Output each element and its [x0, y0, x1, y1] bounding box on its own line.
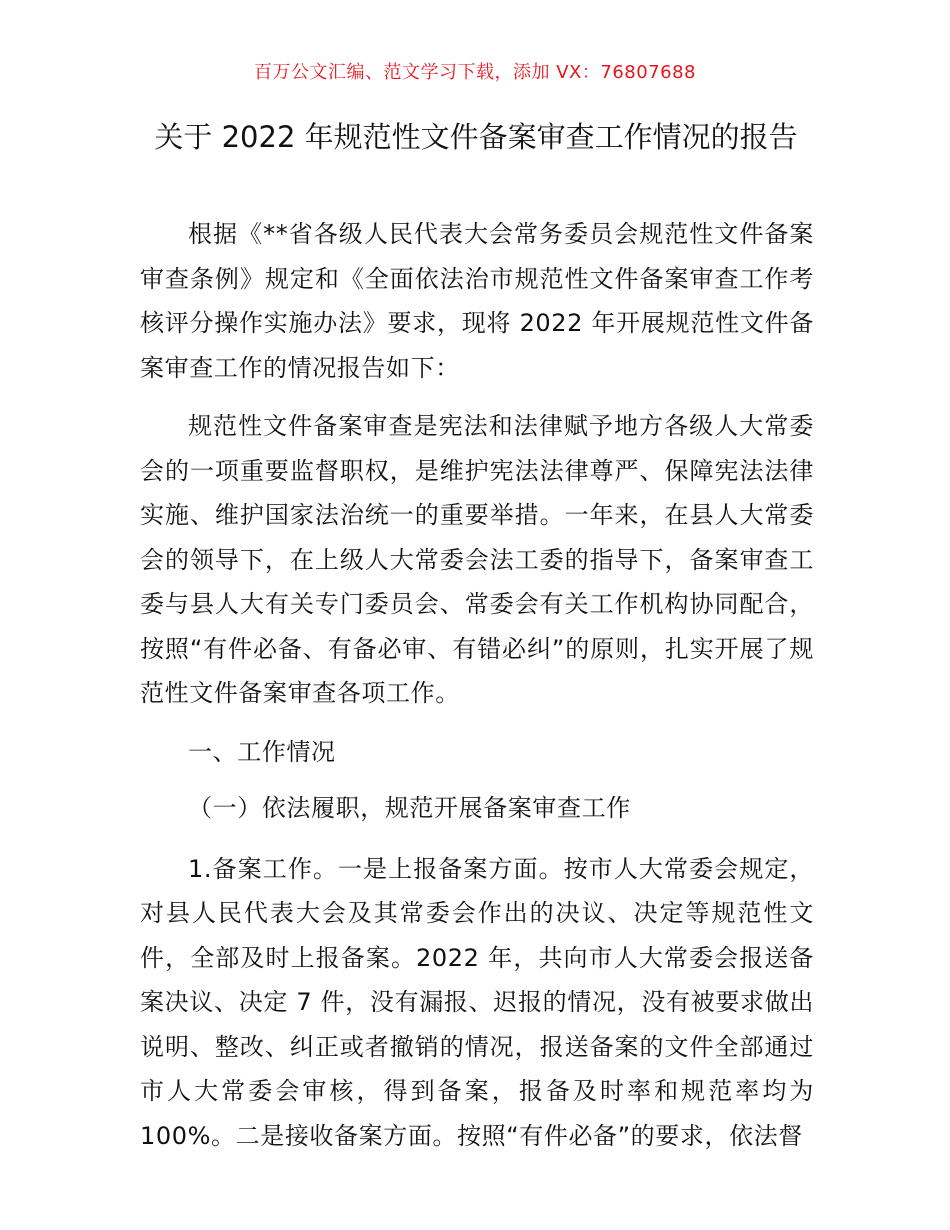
document-body	[140, 212, 814, 1158]
paragraph-background: 规范性文件备案审查是宪法和法律赋予地方各级人大常委会的一项重要监督职权，是维护宪法法律尊严、保障宪法法律实施、维护国家法治统一的重要举措。一年来，在县人大常委会的领导下，在上级人大常委会法工委的指导下，备案审查工委与县人大有关专门委员会、常委会有关工作机构协同配合，按照“有件必备、有备必审、有错必纠”的原则，扎实开展了规范性文件备案审查各项工作。	[140, 412, 814, 707]
paragraph-filing-work: 1.备案工作。一是上报备案方面。按市人大常委会规定，对县人民代表大会及其常委会作出的决议、决定等规范性文件，全部及时上报备案。2022 年，共向市人大常委会报送备案决议、决定 7 件，没有漏报、迟报的情况，没有被要求做出说明、整改、纠正或者撤销的情况，报送备案的文件全部通过市人大常委会审核，得到备案，报备及时率和规范率均为 100%。二是接收备案方面。按照“有件必备”的要求，依法督	[140, 854, 814, 1150]
subsection-heading: （一）依法履职，规范开展备案审查工作	[188, 794, 631, 822]
document-title: 关于 2022 年规范性文件备案审查工作情况的报告	[154, 120, 798, 154]
paragraph-intro: 根据《**省各级人民代表大会常务委员会规范性文件备案审查条例》规定和《全面依法治市规范性文件备案审查工作考核评分操作实施办法》要求，现将 2022 年开展规范性文件备案审查工作的情况报告如下：	[140, 220, 814, 382]
header-note: 百万公文汇编、范文学习下载，添加 VX：76807688	[254, 62, 696, 83]
section-heading: 一、工作情况	[188, 737, 336, 766]
